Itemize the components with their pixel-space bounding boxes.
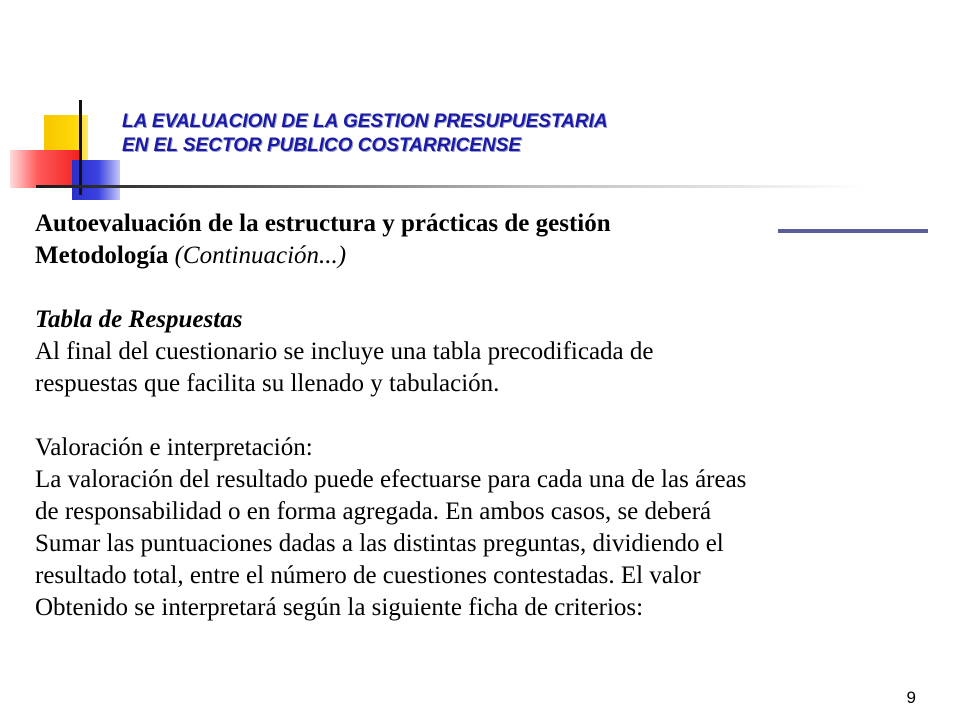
header-divider-line [36, 185, 866, 188]
header-title-line-2: EN EL SECTOR PUBLICO COSTARRICENSE [122, 135, 522, 156]
content-heading: Autoevaluación de la estructura y prácticas de gestión [35, 210, 611, 237]
subheading-italic: (Continuación...) [168, 242, 347, 269]
section1-line: Al final del cuestionario se incluye una tabla precodificada de [35, 338, 654, 365]
section-title-tabla-respuestas: Tabla de Respuestas [35, 306, 243, 333]
subheading-bold: Metodología [35, 242, 169, 269]
section2-line: La valoración del resultado puede efectuarse para cada una de las áreas [35, 466, 747, 493]
page-number: 9 [906, 688, 916, 707]
slide-content [35, 208, 950, 624]
content-subheading [35, 240, 950, 272]
section1-line: respuestas que facilita su llenado y tabulación. [35, 370, 500, 397]
section2-line: resultado total, entre el número de cuestiones contestadas. El valor [35, 562, 701, 589]
section-title-valoracion: Valoración e interpretación: [35, 434, 313, 461]
logo-vertical-line [79, 100, 82, 195]
section2-line: Sumar las puntuaciones dadas a las distintas preguntas, dividiendo el [35, 530, 724, 557]
section2-line: de responsabilidad o en forma agregada. En ambos casos, se deberá [35, 498, 712, 525]
section2-line: Obtenido se interpretará según la siguiente ficha de criterios: [35, 594, 644, 621]
header-title-line-1: LA EVALUACION DE LA GESTION PRESUPUESTARIA [122, 111, 608, 132]
slide-header-title [122, 110, 608, 158]
logo-red-square [10, 150, 80, 188]
